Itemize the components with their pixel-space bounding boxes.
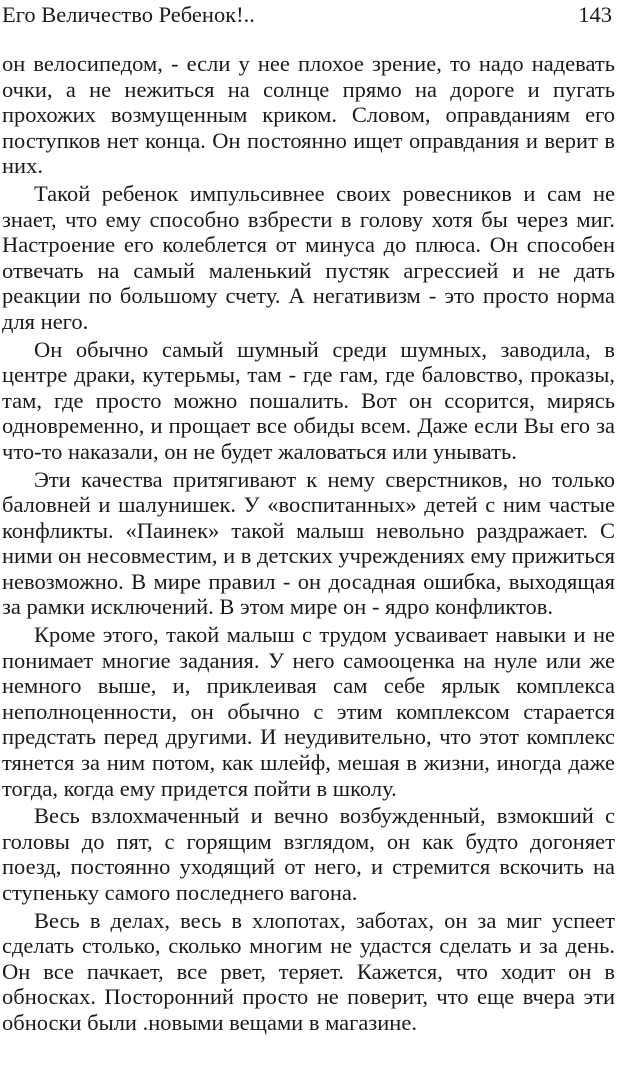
paragraph: Кроме этого, такой малыш с трудом усваивает навыки и не понимает многие задания. У него самооценка на нуле или же немного выше, и, приклеивая сам себе ярлык комплекса неполноценности, он обычно с этим комплексом старается предстать перед другими. И неудивительно, что этот комплекс тянется за ним потом, как шлейф, мешая в жизни, иногда даже тогда, когда ему придется пойти в школу. bbox=[2, 622, 615, 801]
body-text bbox=[2, 51, 615, 1036]
paragraph: Весь в делах, весь в хлопотах, заботах, он за миг успеет сделать столько, сколько многим не удастся сделать и за день. Он все пачкает, все рвет, теряет. Кажется, что ходит он в обносках. Посторонний просто не поверит, что еще вчера эти обноски были .новыми вещами в магазине. bbox=[2, 907, 615, 1035]
running-title: Его Величество Ребенок!.. bbox=[2, 2, 255, 27]
paragraph: Эти качества притягивают к нему сверстников, но только баловней и шалунишек. У «воспитанных» детей с ним частые конфликты. «Паинек» такой малыш невольно раздражает. С ними он несовместим, и в детских учреждениях ему прижиться невозможно. В мире правил - он досадная ошибка, выходящая за рамки исключений. В этом мире он - ядро конфликтов. bbox=[2, 466, 615, 620]
paragraph-continued: он велосипедом, - если у нее плохое зрение, то надо надевать очки, а не нежиться на солнце прямо на дороге и пугать прохожих возмущенным криком. Словом, оправданиям его поступков нет конца. Он постоянно ищет оправдания и верит в них. bbox=[2, 51, 615, 179]
paragraph: Такой ребенок импульсивнее своих ровесников и сам не знает, что ему способно взбрести в голову хотя бы через миг. Настроение его колеблется от минуса до плюса. Он способен отвечать на самый маленький пустяк агрессией и не дать реакции по большому счету. А негативизм - это просто норма для него. bbox=[2, 180, 615, 334]
page-number: 143 bbox=[578, 2, 612, 27]
paragraph: Он обычно самый шумный среди шумных, заводила, в центре драки, кутерьмы, там - где гам, где баловство, проказы, там, где просто можно пошалить. Вот он ссорится, мирясь одновременно, и прощает все обиды всем. Даже если Вы его за что-то наказали, он не будет жаловаться или унывать. bbox=[2, 336, 615, 464]
running-header bbox=[2, 0, 614, 36]
paragraph: Весь взлохмаченный и вечно возбужденный, взмокший с головы до пят, с горящим взглядом, он как будто догоняет поезд, постоянно уходящий от него, и стремится вскочить на ступеньку самого последнего вагона. bbox=[2, 803, 615, 905]
